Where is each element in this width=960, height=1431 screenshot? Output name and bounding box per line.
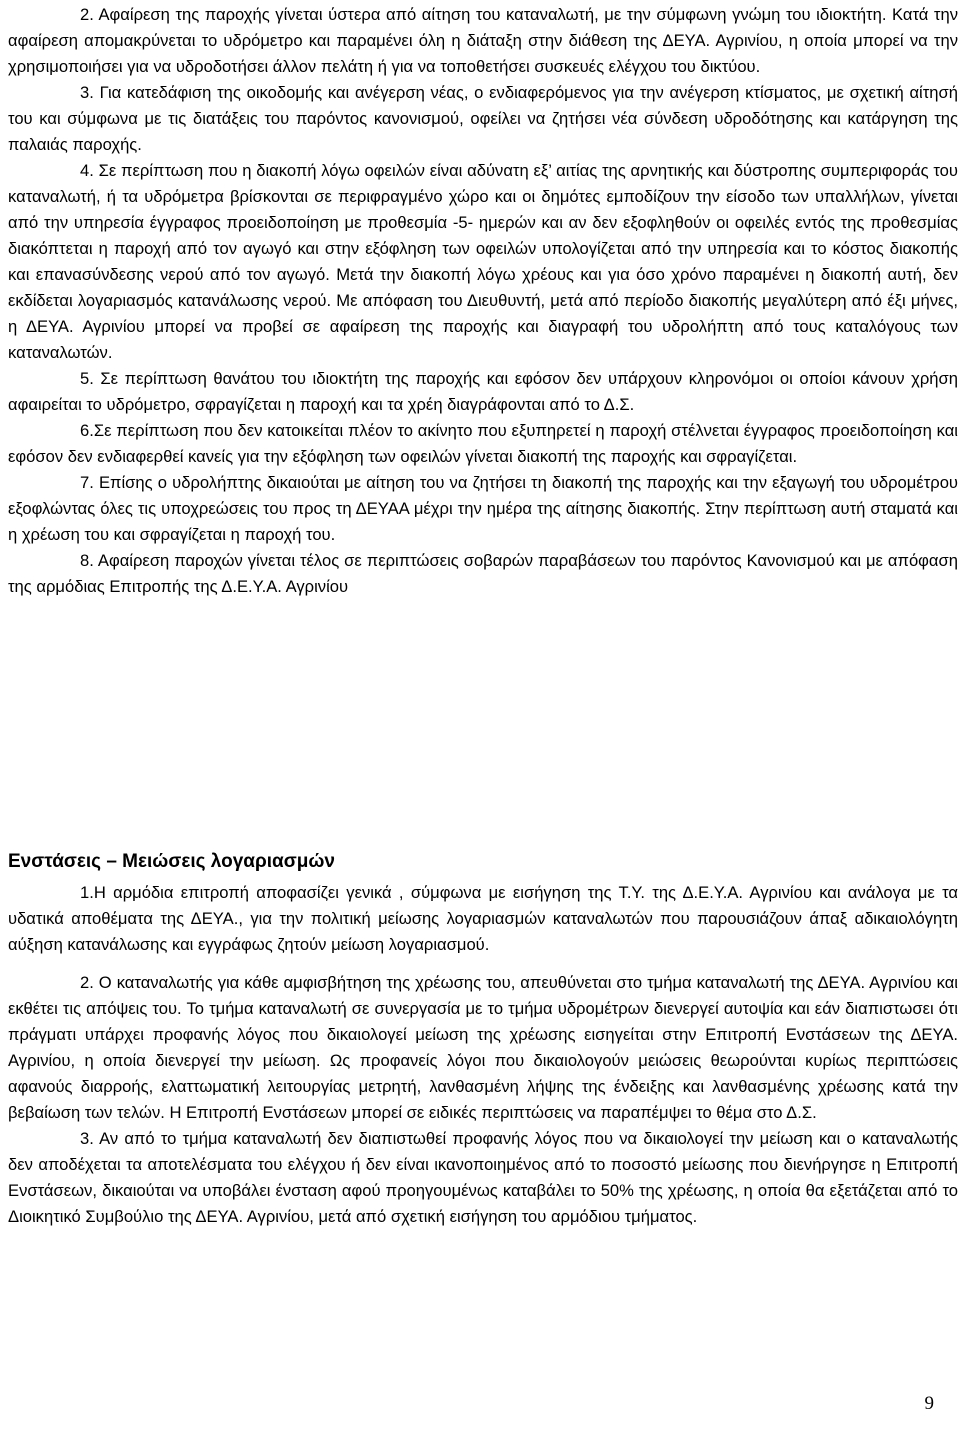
paragraph-rule-3: 3. Για κατεδάφιση της οικοδομής και ανέγερση νέας, ο ενδιαφερόμενος για την ανέγερση κτίσματος, με σχετική αίτησή του και σύμφωνα με τις διατάξεις του παρόντος κανονισμού, οφείλει να ζητήσει νέα σύνδεση υδροδότησης και κατάργηση της παλαιάς παροχής. <box>8 83 958 154</box>
rules-section <box>8 2 958 600</box>
paragraph-objection-2: 2. Ο καταναλωτής για κάθε αμφισβήτηση της χρέωσης του, απευθύνεται στο τμήμα καταναλωτή της ΔΕΥΑ. Αγρινίου και εκθέτει τις απόψεις του. Το τμήμα καταναλωτή σε συνεργασία με το τμήμα υδρομέτρων διενεργεί αυτοψία και εάν διαπιστωσει ότι πράγματι υπάρχει προφανής λόγος που δικαιολογεί μείωση της χρέωσης εισηγείται στην Επιτροπή Ενστάσεων της ΔΕΥΑ. Αγρινίου, η οποία διενεργεί την μείωση. Ως προφανείς λόγοι που δικαιολογούν μειώσεις θεωρούνται κυρίως περιπτώσεις αφανούς διαρροής, ελαττωματική λειτουργίας μετρητή, λανθασμένη λήψης της ένδειξης και λανθασμένης χρέωσης κατά την βεβαίωση των τελών. Η Επιτροπή Ενστάσεων μπορεί σε ειδικές περιπτώσεις να παραπέμψει το θέμα στο Δ.Σ. <box>8 973 958 1122</box>
paragraph-rule-8: 8. Αφαίρεση παροχών γίνεται τέλος σε περιπτώσεις σοβαρών παραβάσεων του παρόντος Κανονισμού και με απόφαση της αρμόδιας Επιτροπής της Δ.Ε.Υ.Α. Αγρινίου <box>8 551 958 596</box>
objections-section <box>8 880 958 1230</box>
section-heading: Ενστάσεις – Μειώσεις λογαριασμών <box>8 851 335 872</box>
page-number: 9 <box>924 1393 934 1414</box>
paragraph-rule-7: 7. Επίσης ο υδρολήπτης δικαιούται με αίτηση του να ζητήσει τη διακοπή της παροχής και την εξαγωγή του υδρομέτρου εξοφλώντας όλες τις υποχρεώσεις του προς τη ΔΕΥΑΑ μέχρι την ημέρα της αίτησης διακοπής. Στην περίπτωση αυτή σταματά και η χρέωση του και σφραγίζεται η παροχή του. <box>8 473 958 544</box>
paragraph-rule-6: 6.Σε περίπτωση που δεν κατοικείται πλέον το ακίνητο που εξυπηρετεί η παροχή στέλνεται έγγραφος προειδοποίηση και εφόσον δεν ενδιαφερθεί κανείς για την εξόφληση των οφειλών γίνεται διακοπή της παροχής και σφραγίζεται. <box>8 421 958 466</box>
paragraph-rule-4: 4. Σε περίπτωση που η διακοπή λόγω οφειλών είναι αδύνατη εξ’ αιτίας της αρνητικής και δύστροπης συμπεριφοράς του καταναλωτή, ή τα υδρόμετρα βρίσκονται σε περιφραγμένο χώρο και οι δημότες εμποδίζουν την είσοδο των υπαλλήλων, γίνεται από την υπηρεσία έγγραφος προειδοποίηση με προθεσμία -5- ημερών και αν δεν εξοφληθούν οι οφειλές εντός της προθεσμίας διακόπτεται η παροχή από τον αγωγό και στην εξόφληση των οφειλών υπολογίζεται από την υπηρεσία και το κόστος διακοπής και επανασύνδεσης νερού από τον αγωγό. Μετά την διακοπή λόγω χρέους και για όσο χρόνο παραμένει η διακοπή αυτή, δεν εκδίδεται λογαριασμός κατανάλωσης νερού. Με απόφαση του Διευθυντή, μετά από περίοδο διακοπής μεγαλύτερη από έξι μήνες, η ΔΕΥΑ. Αγρινίου μπορεί να προβεί σε αφαίρεση της παροχής και διαγραφή του υδρολήπτη από τους καταλόγους των καταναλωτών. <box>8 161 958 362</box>
paragraph-rule-5: 5. Σε περίπτωση θανάτου του ιδιοκτήτη της παροχής και εφόσον δεν υπάρχουν κληρονόμοι οι οποίοι κάνουν χρήση αφαιρείται το υδρόμετρο, σφραγίζεται η παροχή και τα χρέη διαγράφονται από το Δ.Σ. <box>8 369 958 414</box>
paragraph-objection-3: 3. Αν από το τμήμα καταναλωτή δεν διαπιστωθεί προφανής λόγος που να δικαιολογεί την μείωση και ο καταναλωτής δεν αποδέχεται τα αποτελέσματα του ελέγχου ή δεν είναι ικανοποιημένος από το ποσοστό μείωσης που διενήργησε η Επιτροπή Ενστάσεων, δικαιούται να υποβάλει ένσταση αφού προηγουμένως καταβάλει το 50% της χρέωσης, η οποία θα εξετάζεται από το Διοικητικό Συμβούλιο της ΔΕΥΑ. Αγρινίου, μετά από σχετική εισήγηση του αρμόδιου τμήματος. <box>8 1129 958 1226</box>
paragraph-objection-1: 1.Η αρμόδια επιτροπή αποφασίζει γενικά , σύμφωνα με εισήγηση της Τ.Υ. της Δ.Ε.Υ.Α. Αγρινίου και ανάλογα με τα υδατικά αποθέματα της ΔΕΥΑ., για την πολιτική μείωσης λογαριασμών καταναλωτών που παρουσιάζουν άπαξ αδικαιολόγητη αύξηση κατανάλωσης και εγγράφως ζητούν μείωση λογαριασμού. <box>8 883 958 954</box>
paragraph-rule-2: 2. Αφαίρεση της παροχής γίνεται ύστερα από αίτηση του καταναλωτή, με την σύμφωνη γνώμη του ιδιοκτήτη. Κατά την αφαίρεση απομακρύνεται το υδρόμετρο και παραμένει όλη η διάταξη στην διάθεση της ΔΕΥΑ. Αγρινίου, η οποία μπορεί να την χρησιμοποιήσει για να υδροδοτήσει άλλον πελάτη ή για να τοποθετήσει συσκευές ελέγχου του δικτύου. <box>8 5 958 76</box>
